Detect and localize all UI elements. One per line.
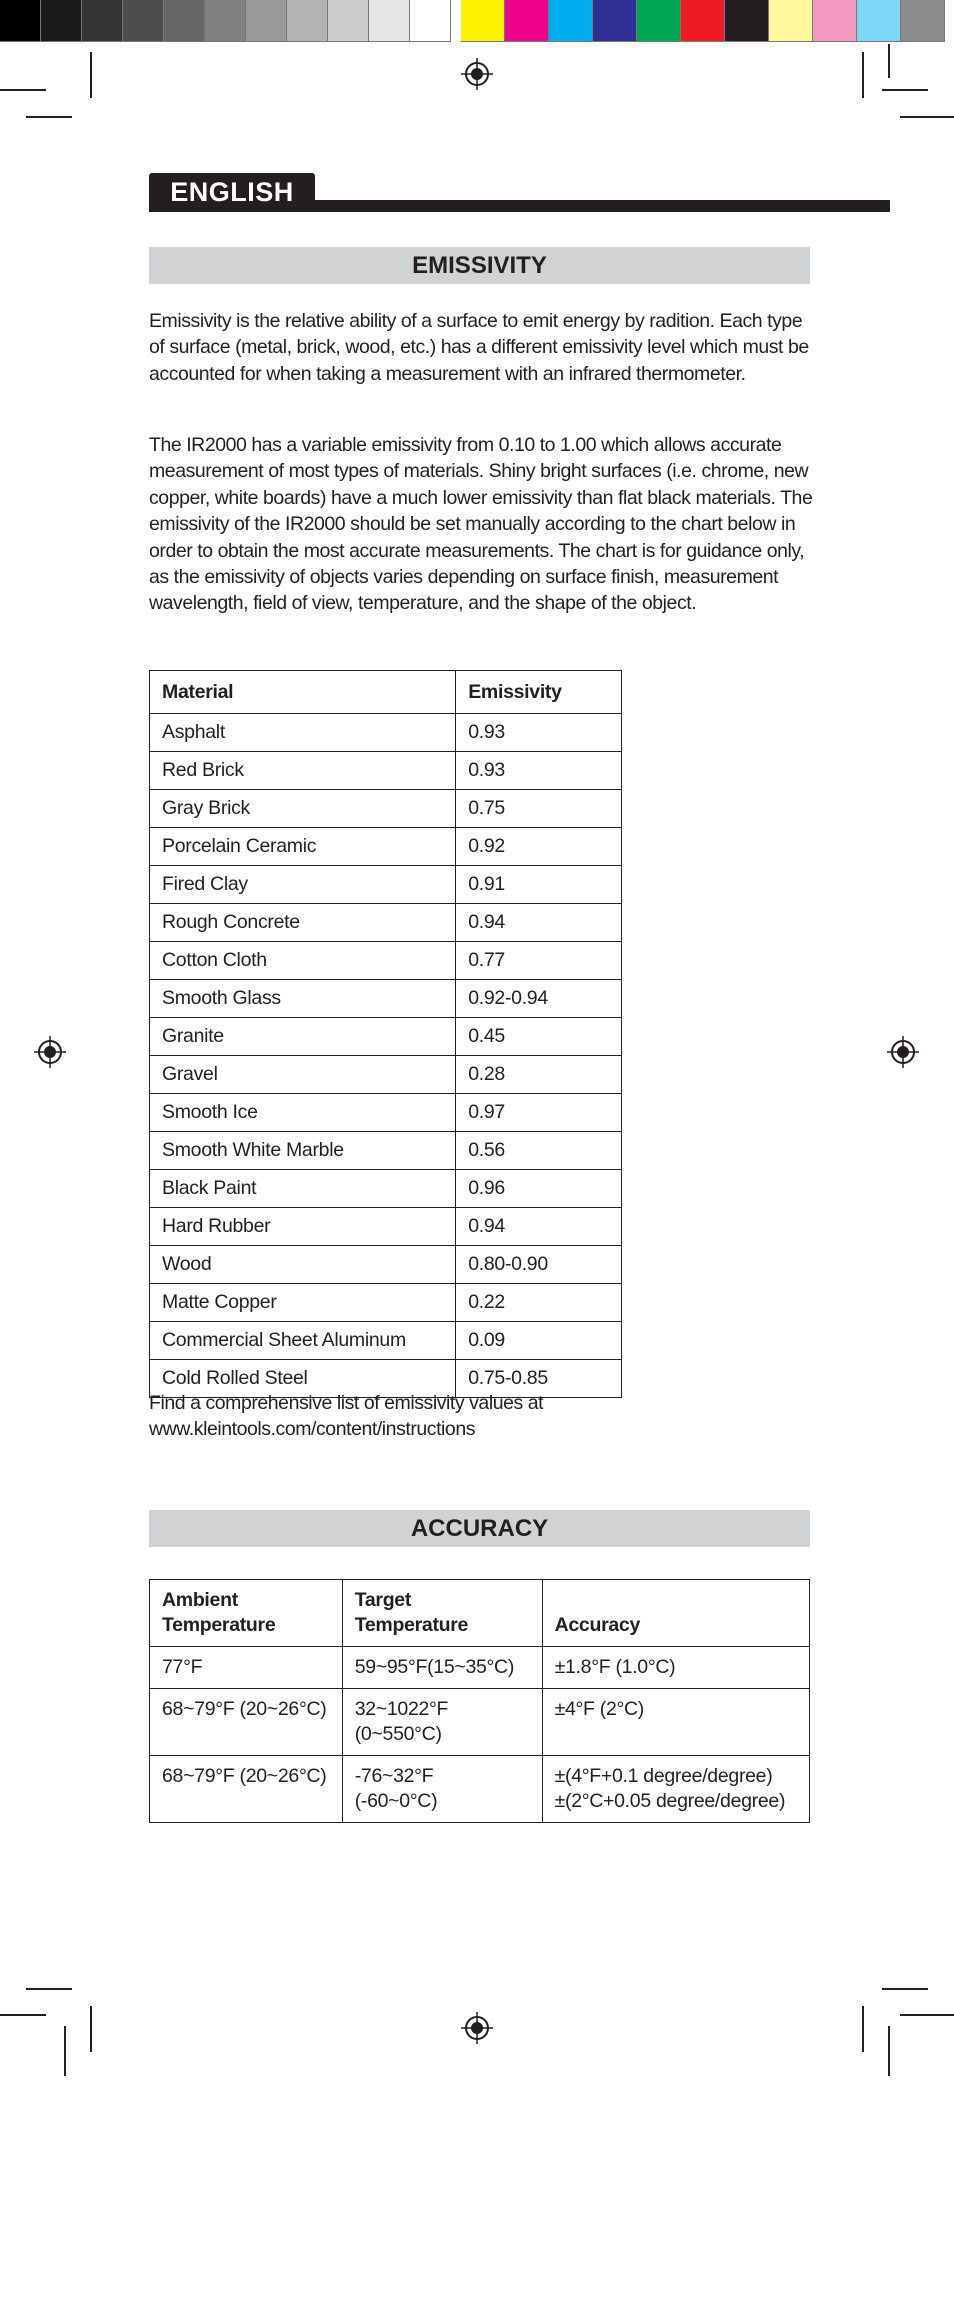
cell-line: (-60~0°C) xyxy=(354,1790,438,1812)
color-swatch xyxy=(328,0,369,42)
color-swatch xyxy=(813,0,857,42)
emissivity-cell: 0.92-0.94 xyxy=(456,980,622,1018)
emissivity-intro-paragraph: Emissivity is the relative ability of a surface to emit energy by radition. Each type of surface (metal, brick, wood, etc.) has a different emissivity level which must be accounted for when taking a measurement with an infrared thermometer. xyxy=(149,310,809,385)
color-swatch xyxy=(287,0,328,42)
material-cell: Red Brick xyxy=(150,752,456,790)
table-row xyxy=(150,752,622,790)
table-row xyxy=(150,1056,622,1094)
material-cell: Wood xyxy=(150,1246,456,1284)
table-row xyxy=(150,828,622,866)
material-cell: Commercial Sheet Aluminum xyxy=(150,1322,456,1360)
target-cell xyxy=(342,1647,542,1689)
color-swatch xyxy=(82,0,123,42)
color-swatch xyxy=(681,0,725,42)
crop-mark xyxy=(888,2026,890,2076)
table-row xyxy=(150,1170,622,1208)
registration-mark-icon xyxy=(461,58,493,90)
table-row xyxy=(150,1322,622,1360)
table-row xyxy=(150,1647,810,1689)
registration-mark-icon xyxy=(461,2012,493,2044)
target-cell xyxy=(342,1689,542,1756)
accuracy-cell xyxy=(542,1647,809,1689)
color-swatch xyxy=(41,0,82,42)
color-swatch xyxy=(164,0,205,42)
color-swatch xyxy=(246,0,287,42)
emissivity-cell: 0.28 xyxy=(456,1056,622,1094)
header-line: Temperature xyxy=(162,1614,276,1636)
crop-mark xyxy=(90,52,92,98)
emissivity-cell: 0.94 xyxy=(456,1208,622,1246)
crop-mark xyxy=(900,116,954,118)
accuracy-heading: ACCURACY xyxy=(149,1510,810,1547)
crop-mark xyxy=(90,2006,92,2052)
emissivity-footnote xyxy=(149,1390,543,1443)
color-swatch xyxy=(857,0,901,42)
table-row xyxy=(150,1208,622,1246)
ambient-cell: 68~79°F (20~26°C) xyxy=(150,1756,343,1823)
cell-line: ±4°F (2°C) xyxy=(554,1698,644,1720)
emissivity-cell: 0.93 xyxy=(456,752,622,790)
language-tab: ENGLISH xyxy=(149,173,315,211)
header-line: Ambient xyxy=(162,1589,238,1611)
crop-mark xyxy=(888,44,890,78)
color-swatch xyxy=(369,0,410,42)
material-cell: Hard Rubber xyxy=(150,1208,456,1246)
material-cell: Rough Concrete xyxy=(150,904,456,942)
table-row xyxy=(150,1018,622,1056)
color-swatch xyxy=(123,0,164,42)
color-swatch xyxy=(901,0,945,42)
table-row xyxy=(150,714,622,752)
printer-color-bar xyxy=(0,0,954,44)
material-cell: Smooth White Marble xyxy=(150,1132,456,1170)
table-row xyxy=(150,1756,810,1823)
column-header-material: Material xyxy=(150,671,456,714)
emissivity-cell: 0.91 xyxy=(456,866,622,904)
ambient-cell: 68~79°F (20~26°C) xyxy=(150,1689,343,1756)
material-cell: Matte Copper xyxy=(150,1284,456,1322)
emissivity-cell: 0.09 xyxy=(456,1322,622,1360)
color-swatch xyxy=(769,0,813,42)
table-header-row xyxy=(150,671,622,714)
emissivity-cell: 0.93 xyxy=(456,714,622,752)
table-header-row xyxy=(150,1580,810,1647)
color-swatch xyxy=(505,0,549,42)
header-line: Temperature xyxy=(354,1614,469,1636)
cell-line: ±(2°C+0.05 degree/degree) xyxy=(554,1790,786,1812)
table-row xyxy=(150,1132,622,1170)
material-cell: Granite xyxy=(150,1018,456,1056)
emissivity-cell: 0.94 xyxy=(456,904,622,942)
registration-mark-icon xyxy=(887,1036,919,1068)
table-row xyxy=(150,980,622,1018)
footnote-text: Find a comprehensive list of emissivity values at xyxy=(149,1392,544,1414)
crop-mark xyxy=(882,1988,928,1990)
material-cell: Cold Rolled Steel xyxy=(150,1360,456,1398)
crop-mark xyxy=(882,89,928,91)
emissivity-cell: 0.75 xyxy=(456,790,622,828)
column-header-target-temperature xyxy=(342,1580,542,1647)
table-row xyxy=(150,904,622,942)
accuracy-table xyxy=(149,1579,810,1823)
table-row xyxy=(150,1094,622,1132)
cell-line: 59~95°F(15~35°C) xyxy=(354,1656,515,1678)
emissivity-cell: 0.92 xyxy=(456,828,622,866)
crop-mark xyxy=(900,2014,954,2016)
material-cell: Cotton Cloth xyxy=(150,942,456,980)
crop-mark xyxy=(862,52,864,98)
material-cell: Fired Clay xyxy=(150,866,456,904)
table-row xyxy=(150,1689,810,1756)
table-row xyxy=(150,1284,622,1322)
ambient-cell: 77°F xyxy=(150,1647,343,1689)
emissivity-cell: 0.97 xyxy=(456,1094,622,1132)
emissivity-cell: 0.75-0.85 xyxy=(456,1360,622,1398)
material-cell: Gravel xyxy=(150,1056,456,1094)
emissivity-detail-paragraph: The IR2000 has a variable emissivity from 0.10 to 1.00 which allows accurate measurement of most types of materials. Shiny bright surfaces (i.e. chrome, new copper, white boards) have a much lower emissivity than flat black materials. The emissivity of the IR2000 should be set manually according to the chart below in order to obtain the most accurate measurements. The chart is for guidance only, as the emissivity of objects varies depending on surface finish, measurement wavelength, field of view, temperature, and the shape of the object. xyxy=(149,434,813,615)
crop-mark xyxy=(0,2014,46,2016)
crop-mark xyxy=(26,116,72,118)
table-row xyxy=(150,942,622,980)
accuracy-cell xyxy=(542,1756,809,1823)
target-cell xyxy=(342,1756,542,1823)
material-cell: Black Paint xyxy=(150,1170,456,1208)
column-header-emissivity: Emissivity xyxy=(456,671,622,714)
crop-mark xyxy=(64,2026,66,2076)
emissivity-table xyxy=(149,670,622,1398)
emissivity-cell: 0.45 xyxy=(456,1018,622,1056)
footnote-url: www.kleintools.com/content/instructions xyxy=(149,1418,476,1441)
cell-line: -76~32°F xyxy=(354,1765,434,1787)
column-header-accuracy: Accuracy xyxy=(542,1580,809,1647)
color-swatch xyxy=(637,0,681,42)
color-swatch xyxy=(0,0,41,42)
cell-line: ±1.8°F (1.0°C) xyxy=(554,1656,676,1678)
table-row xyxy=(150,866,622,904)
crop-mark xyxy=(26,1988,72,1990)
color-swatch xyxy=(410,0,451,42)
color-swatch xyxy=(549,0,593,42)
color-swatch xyxy=(205,0,246,42)
registration-mark-icon xyxy=(34,1036,66,1068)
material-cell: Smooth Glass xyxy=(150,980,456,1018)
emissivity-heading: EMISSIVITY xyxy=(149,247,810,284)
emissivity-cell: 0.56 xyxy=(456,1132,622,1170)
table-row xyxy=(150,1246,622,1284)
header-line: Target xyxy=(354,1589,412,1611)
cell-line: ±(4°F+0.1 degree/degree) xyxy=(554,1765,773,1787)
material-cell: Gray Brick xyxy=(150,790,456,828)
material-cell: Smooth Ice xyxy=(150,1094,456,1132)
material-cell: Porcelain Ceramic xyxy=(150,828,456,866)
color-swatch xyxy=(593,0,637,42)
emissivity-cell: 0.80-0.90 xyxy=(456,1246,622,1284)
color-swatch xyxy=(725,0,769,42)
cell-line: 32~1022°F xyxy=(354,1698,449,1720)
crop-mark xyxy=(0,89,46,91)
color-swatch xyxy=(461,0,505,42)
column-header-ambient-temperature xyxy=(150,1580,343,1647)
crop-mark xyxy=(862,2006,864,2052)
table-row xyxy=(150,790,622,828)
emissivity-cell: 0.96 xyxy=(456,1170,622,1208)
accuracy-cell xyxy=(542,1689,809,1756)
cell-line: (0~550°C) xyxy=(354,1723,442,1745)
emissivity-cell: 0.77 xyxy=(456,942,622,980)
material-cell: Asphalt xyxy=(150,714,456,752)
emissivity-cell: 0.22 xyxy=(456,1284,622,1322)
